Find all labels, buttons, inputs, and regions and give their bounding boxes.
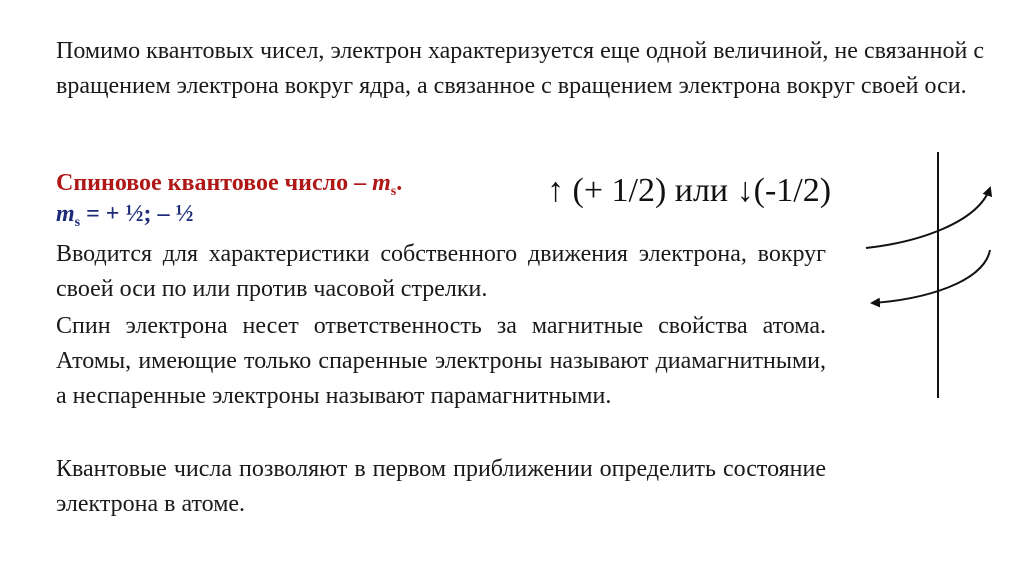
heading-subscript: s bbox=[390, 184, 397, 199]
intro-paragraph: Помимо квантовых чисел, электрон характеризуется еще одной величиной, не связанной с вращением электрона вокруг ядра, а связанное с вращением электрона вокруг своей оси. bbox=[56, 38, 984, 99]
formula-rest: = + ½; – ½ bbox=[80, 201, 194, 227]
down-arrow-icon: ↓ bbox=[736, 172, 754, 209]
formula-symbol: m bbox=[56, 201, 75, 227]
spin-values bbox=[547, 169, 831, 213]
clockwise-rotation-arrow-icon bbox=[866, 188, 990, 248]
spin-quantum-number-heading bbox=[56, 168, 402, 202]
paragraph-characteristic: Вводится для характеристики собственного движения электрона, вокруг своей оси по или против часовой стрелки. bbox=[56, 241, 826, 302]
heading-suffix: . bbox=[396, 170, 403, 196]
heading-text: Спиновое квантовое число – bbox=[56, 170, 373, 196]
spin-rotation-diagram bbox=[860, 150, 1010, 400]
spin-formula bbox=[56, 199, 193, 233]
heading-symbol: m bbox=[372, 170, 391, 196]
paragraph-magnetic-properties: Спин электрона несет ответственность за магнитные свойства атома. Атомы, имеющие только спаренные электроны называют диамагнитными, а неспаренные электроны называют парамагнитными. bbox=[56, 313, 826, 409]
up-arrow-icon: ↑ bbox=[547, 172, 564, 209]
counterclockwise-rotation-arrow-icon bbox=[872, 250, 990, 303]
or-word: или bbox=[674, 172, 729, 209]
paragraph-quantum-numbers: Квантовые числа позволяют в первом приближении определить состояние электрона в атоме. bbox=[56, 456, 826, 517]
formula-subscript: s bbox=[74, 215, 81, 230]
up-value: (+ 1/2) bbox=[572, 172, 667, 209]
down-value: (-1/2) bbox=[753, 172, 832, 209]
